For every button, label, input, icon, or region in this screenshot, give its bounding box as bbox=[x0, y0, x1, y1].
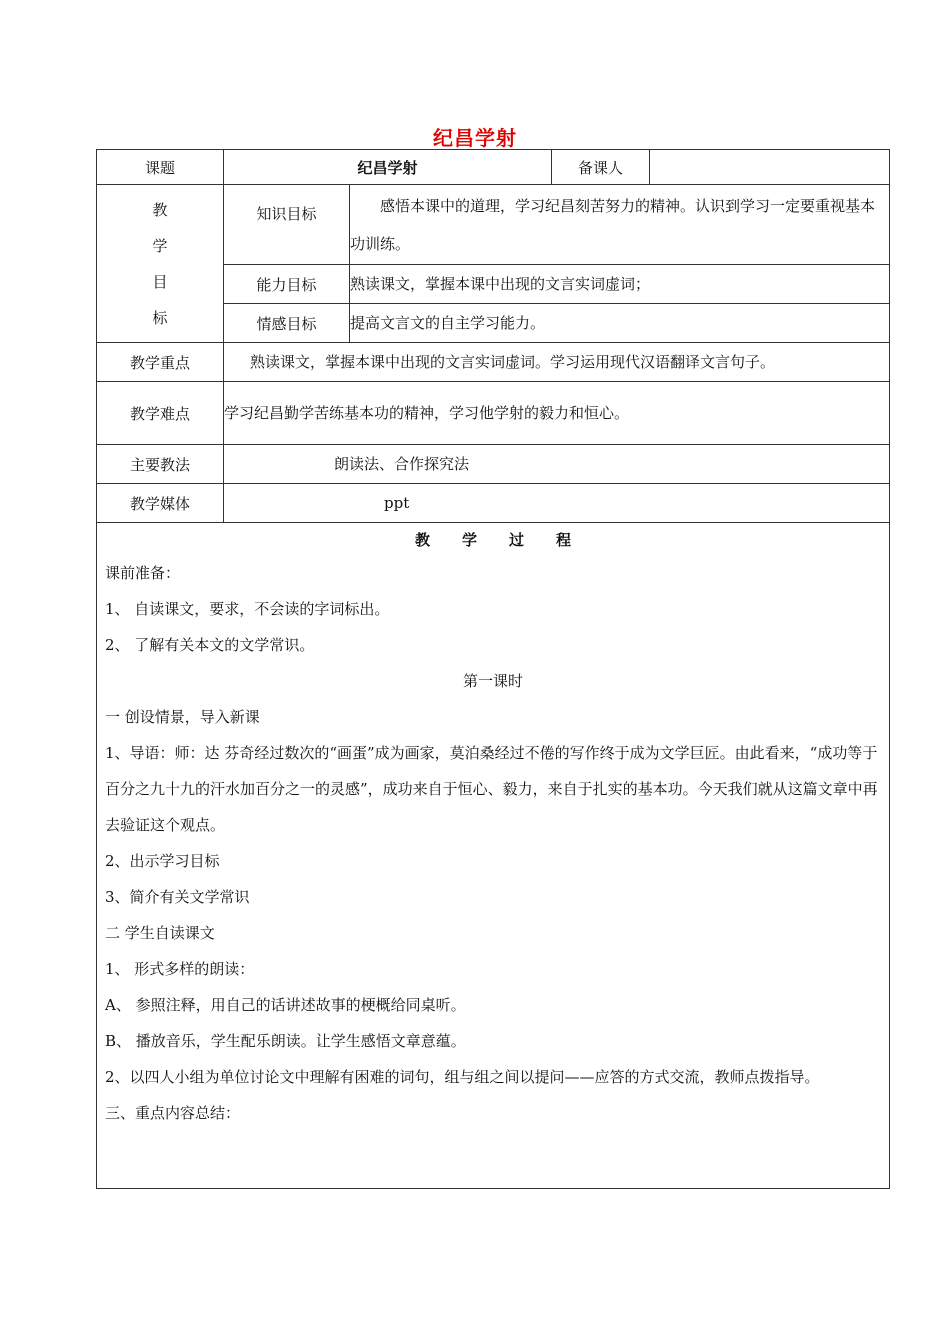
document-title: 纪昌学射 bbox=[433, 126, 517, 150]
knowledge-goal-label: 知识目标 bbox=[224, 185, 350, 265]
process-line: 课前准备： bbox=[105, 564, 181, 582]
process-line: 3、简介有关文学常识 bbox=[105, 888, 250, 906]
process-row bbox=[97, 523, 890, 1189]
method-label: 主要教法 bbox=[97, 445, 224, 484]
difficulty-text: 学习纪昌勤学苦练基本功的精神，学习他学射的毅力和恒心。 bbox=[224, 382, 890, 445]
ability-goal-label: 能力目标 bbox=[224, 265, 350, 304]
process-title: 教学过程 bbox=[415, 531, 604, 549]
process-line: B、 播放音乐，学生配乐朗读。让学生感悟文章意蕴。 bbox=[105, 1032, 466, 1050]
goal-char: 教 bbox=[152, 200, 168, 219]
difficulty-label: 教学难点 bbox=[97, 382, 224, 445]
header-row bbox=[97, 150, 890, 185]
lesson-period-heading: 第一课时 bbox=[463, 672, 524, 690]
key-point-row bbox=[97, 343, 890, 382]
media-text: ppt bbox=[224, 484, 890, 523]
goal-char: 目 bbox=[152, 272, 168, 291]
topic-value: 纪昌学射 bbox=[224, 150, 552, 185]
emotion-goal-label: 情感目标 bbox=[224, 304, 350, 343]
topic-label: 课题 bbox=[97, 150, 224, 185]
media-row bbox=[97, 484, 890, 523]
process-line: 三、重点内容总结： bbox=[105, 1104, 241, 1122]
difficulty-row bbox=[97, 382, 890, 445]
method-row bbox=[97, 445, 890, 484]
process-line: 1、 自读课文，要求，不会读的字词标出。 bbox=[105, 600, 390, 618]
preparer-value bbox=[650, 150, 890, 185]
teaching-process bbox=[97, 523, 890, 1189]
media-label: 教学媒体 bbox=[97, 484, 224, 523]
method-text: 朗读法、合作探究法 bbox=[224, 445, 890, 484]
goal-char: 标 bbox=[152, 308, 168, 327]
process-line: 二 学生自读课文 bbox=[105, 924, 215, 942]
ability-goal-text: 熟读课文，掌握本课中出现的文言实词虚词； bbox=[350, 265, 890, 304]
knowledge-goal-text: 感悟本课中的道理，学习纪昌刻苦努力的精神。认识到学习一定要重视基本功训练。 bbox=[350, 185, 890, 265]
process-line: 2、 了解有关本文的文学常识。 bbox=[105, 636, 315, 654]
process-line: A、 参照注释，用自己的话讲述故事的梗概给同桌听。 bbox=[105, 996, 466, 1014]
goal-char: 学 bbox=[152, 236, 168, 255]
emotion-goal-text: 提高文言文的自主学习能力。 bbox=[350, 304, 890, 343]
goal-row-knowledge bbox=[97, 185, 890, 265]
process-line: 1、 形式多样的朗读： bbox=[105, 960, 255, 978]
teaching-goals-label bbox=[97, 185, 224, 343]
key-point-label: 教学重点 bbox=[97, 343, 224, 382]
process-line: 2、出示学习目标 bbox=[105, 852, 220, 870]
process-line: 2、以四人小组为单位讨论文中理解有困难的词句，组与组之间以提问——应答的方式交流，教师点拨指导。 bbox=[105, 1068, 820, 1086]
key-point-text: 熟读课文，掌握本课中出现的文言实词虚词。学习运用现代汉语翻译文言句子。 bbox=[224, 343, 890, 382]
process-line: 一 创设情景，导入新课 bbox=[105, 708, 260, 726]
process-line: 1、导语：师：达 芬奇经过数次的“画蛋”成为画家，莫泊桑经过不倦的写作终于成为文学巨匠。由此看来，“成功等于百分之九十九的汗水加百分之一的灵感”，成功来自于恒心、毅力，来自于扎实的基本功。今天我们就从这篇文章中再去验证这个观点。 bbox=[105, 744, 878, 834]
lesson-plan-table bbox=[96, 149, 890, 1189]
preparer-label: 备课人 bbox=[552, 150, 650, 185]
